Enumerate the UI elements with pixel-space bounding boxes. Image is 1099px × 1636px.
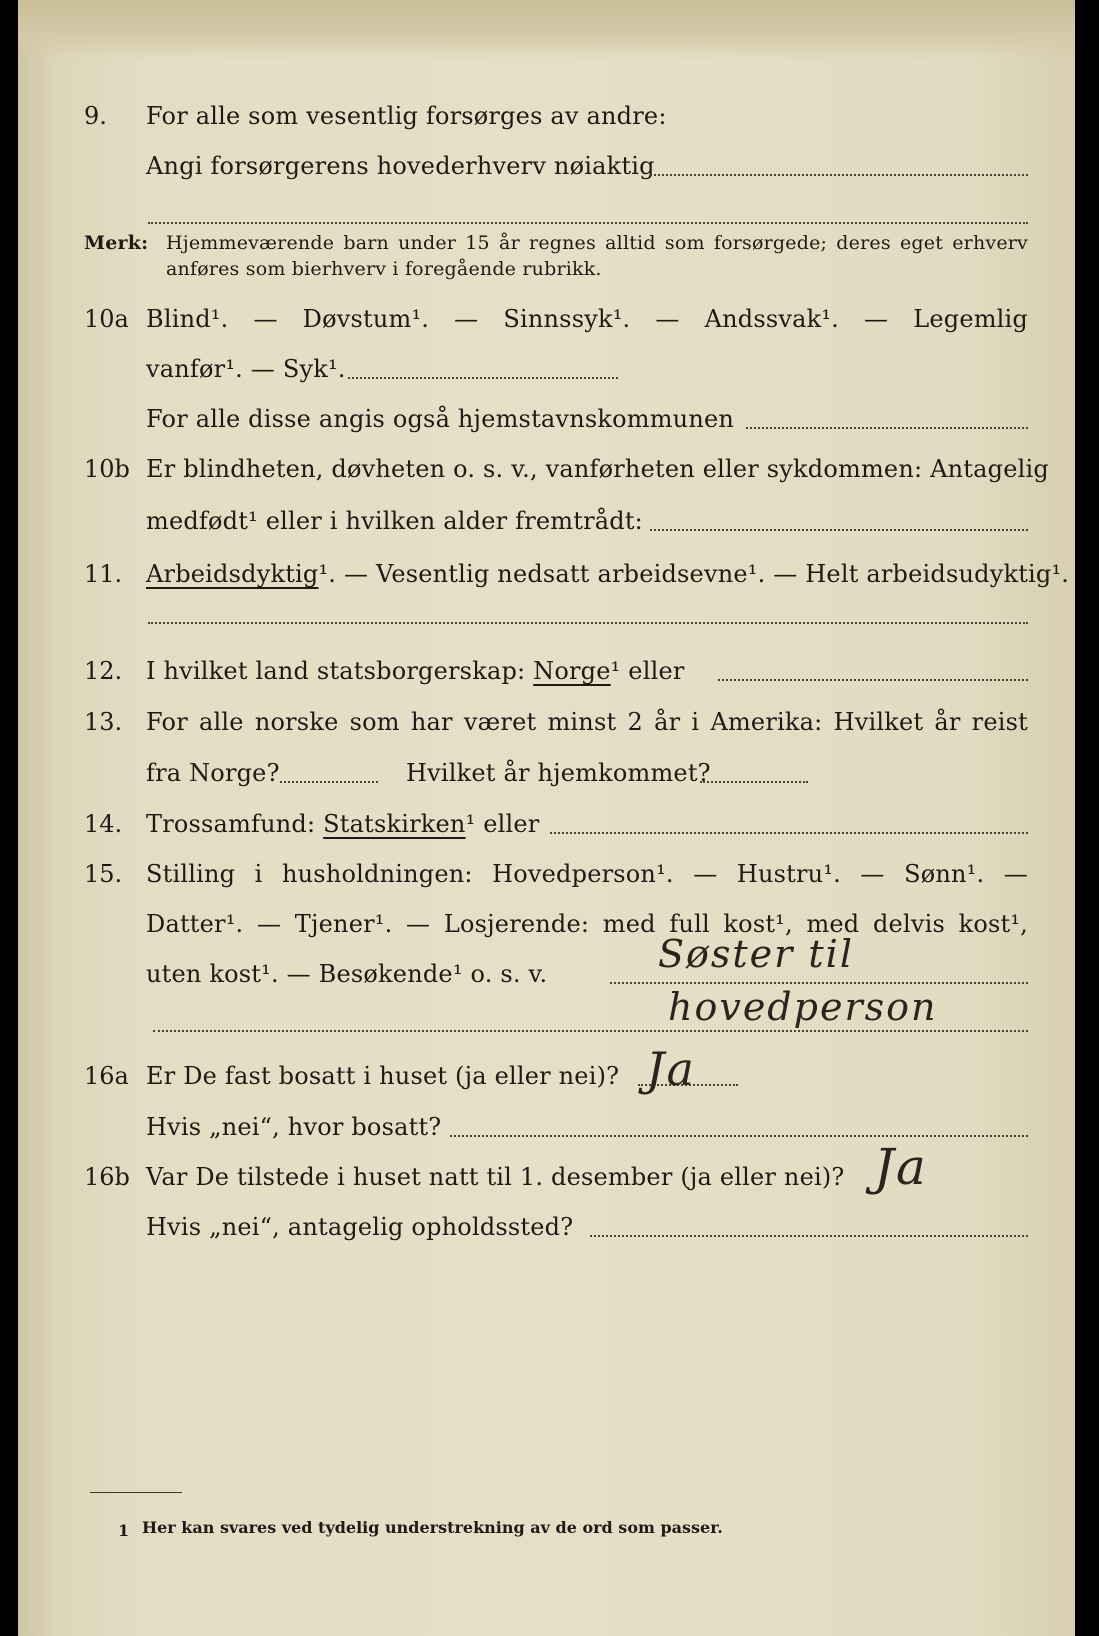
answer-line [348,377,618,379]
answer-line [280,781,378,783]
question-13-row-2 [18,759,1075,799]
merk-label: Merk: [84,232,149,254]
answer-line [650,174,1028,176]
census-form-page [18,0,1075,1636]
page-top-edge [18,0,1075,60]
question-10b-row-2 [18,507,1075,547]
question-11-text [146,560,1069,588]
question-12-text [146,657,685,685]
question-9-text: For alle som vesentlig forsørges av andre: [146,102,667,130]
question-10a-row-2 [18,355,1075,395]
question-14-number: 14. [84,810,123,838]
question-15-text-3: uten kost¹. — Besøkende¹ o. s. v. [146,960,548,988]
question-16a-number: 16a [84,1062,129,1090]
answer-line [746,427,1028,429]
merk-text-2: anføres som bierhverv i foregående rubrikk. [166,258,602,280]
answer-line [148,622,1028,624]
question-11-number: 11. [84,560,123,588]
question-14-pre: Trossamfund: [146,810,316,838]
handwritten-answer-15-line1: Søster til [658,932,854,976]
answer-line [718,679,1028,681]
question-10a-row-3 [18,405,1075,445]
question-12-number: 12. [84,657,123,685]
question-13-text-2b: Hvilket år hjemkommet? [406,759,711,787]
question-13-number: 13. [84,708,123,736]
question-10b-text-2: medfødt¹ eller i hvilken alder fremtrådt: [146,507,643,535]
question-12-pre: I hvilket land statsborgerskap: [146,657,526,685]
question-10a-row [18,305,1075,345]
answer-line [610,982,1028,984]
option-arbeidsdyktig-underlined: Arbeidsdyktig [146,560,319,588]
question-10a-text: Blind¹. — Døvstum¹. — Sinnssyk¹. — Andssvak¹. — Legemlig [146,305,1028,333]
question-15-number: 15. [84,860,123,888]
question-13-row [18,708,1075,748]
question-9-text-2: Angi forsørgerens hovederhverv nøiaktig [146,152,655,180]
handwritten-answer-16a: Ja [646,1042,696,1096]
answer-line [550,832,1028,834]
question-12-row [18,657,1075,697]
question-10b-text: Er blindheten, døvheten o. s. v., vanførheten eller sykdommen: Antagelig [146,455,1049,483]
question-10a-text-3: For alle disse angis også hjemstavnskommunen [146,405,735,433]
question-10b-row [18,455,1075,495]
answer-line [700,781,808,783]
option-statskirken-underlined: Statskirken [323,810,466,838]
question-16b-text: Var De tilstede i huset natt til 1. desember (ja eller nei)? [146,1163,845,1191]
question-10a-text-2: vanfør¹. — Syk¹. [146,355,346,383]
question-15-row-2 [18,910,1075,950]
question-11-rest: ¹. — Vesentlig nedsatt arbeidsevne¹. — Helt arbeidsudyktig¹. [318,560,1070,588]
question-10b-number: 10b [84,455,130,483]
question-12-post: ¹ eller [610,657,685,685]
question-15-text: Stilling i husholdningen: Hovedperson¹. — Hustru¹. — Sønn¹. — [146,860,1028,888]
question-16b-text-2: Hvis „nei“, antagelig opholdssted? [146,1213,574,1241]
question-16a-row [18,1062,1075,1102]
footnote-mark: 1 [118,1521,130,1540]
answer-line [148,222,1028,224]
question-9-row-2 [18,152,1075,192]
question-16b-row-2 [18,1213,1075,1253]
merk-text-1: Hjemmeværende barn under 15 år regnes alltid som forsørgede; deres eget erhverv [166,232,1028,254]
question-13-text: For alle norske som har været minst 2 år i Amerika: Hvilket år reist [146,708,1028,736]
answer-line [153,1030,1028,1032]
question-10a-number: 10a [84,305,129,333]
handwritten-answer-15-line2: hovedperson [668,985,938,1029]
question-15-row [18,860,1075,900]
footnote-text: Her kan svares ved tydelig understrekning av de ord som passer. [142,1518,723,1537]
option-norge-underlined: Norge [533,657,611,685]
handwritten-answer-16b: Ja [874,1138,928,1196]
question-9-number: 9. [84,102,107,130]
question-15-text-2: Datter¹. — Tjener¹. — Losjerende: med full kost¹, med delvis kost¹, [146,910,1028,938]
question-14-text [146,810,539,838]
footnote-rule [90,1492,182,1493]
question-16a-text-2: Hvis „nei“, hvor bosatt? [146,1113,442,1141]
answer-line [650,529,1028,531]
answer-line [590,1235,1028,1237]
question-13-text-2a: fra Norge? [146,759,280,787]
question-16b-number: 16b [84,1163,130,1191]
question-14-row [18,810,1075,850]
question-9-row [18,102,1075,142]
question-11-row [18,560,1075,600]
answer-line [450,1135,1028,1137]
question-16a-text: Er De fast bosatt i huset (ja eller nei)? [146,1062,620,1090]
merk-note-2 [18,258,1075,298]
question-14-post: ¹ eller [465,810,540,838]
